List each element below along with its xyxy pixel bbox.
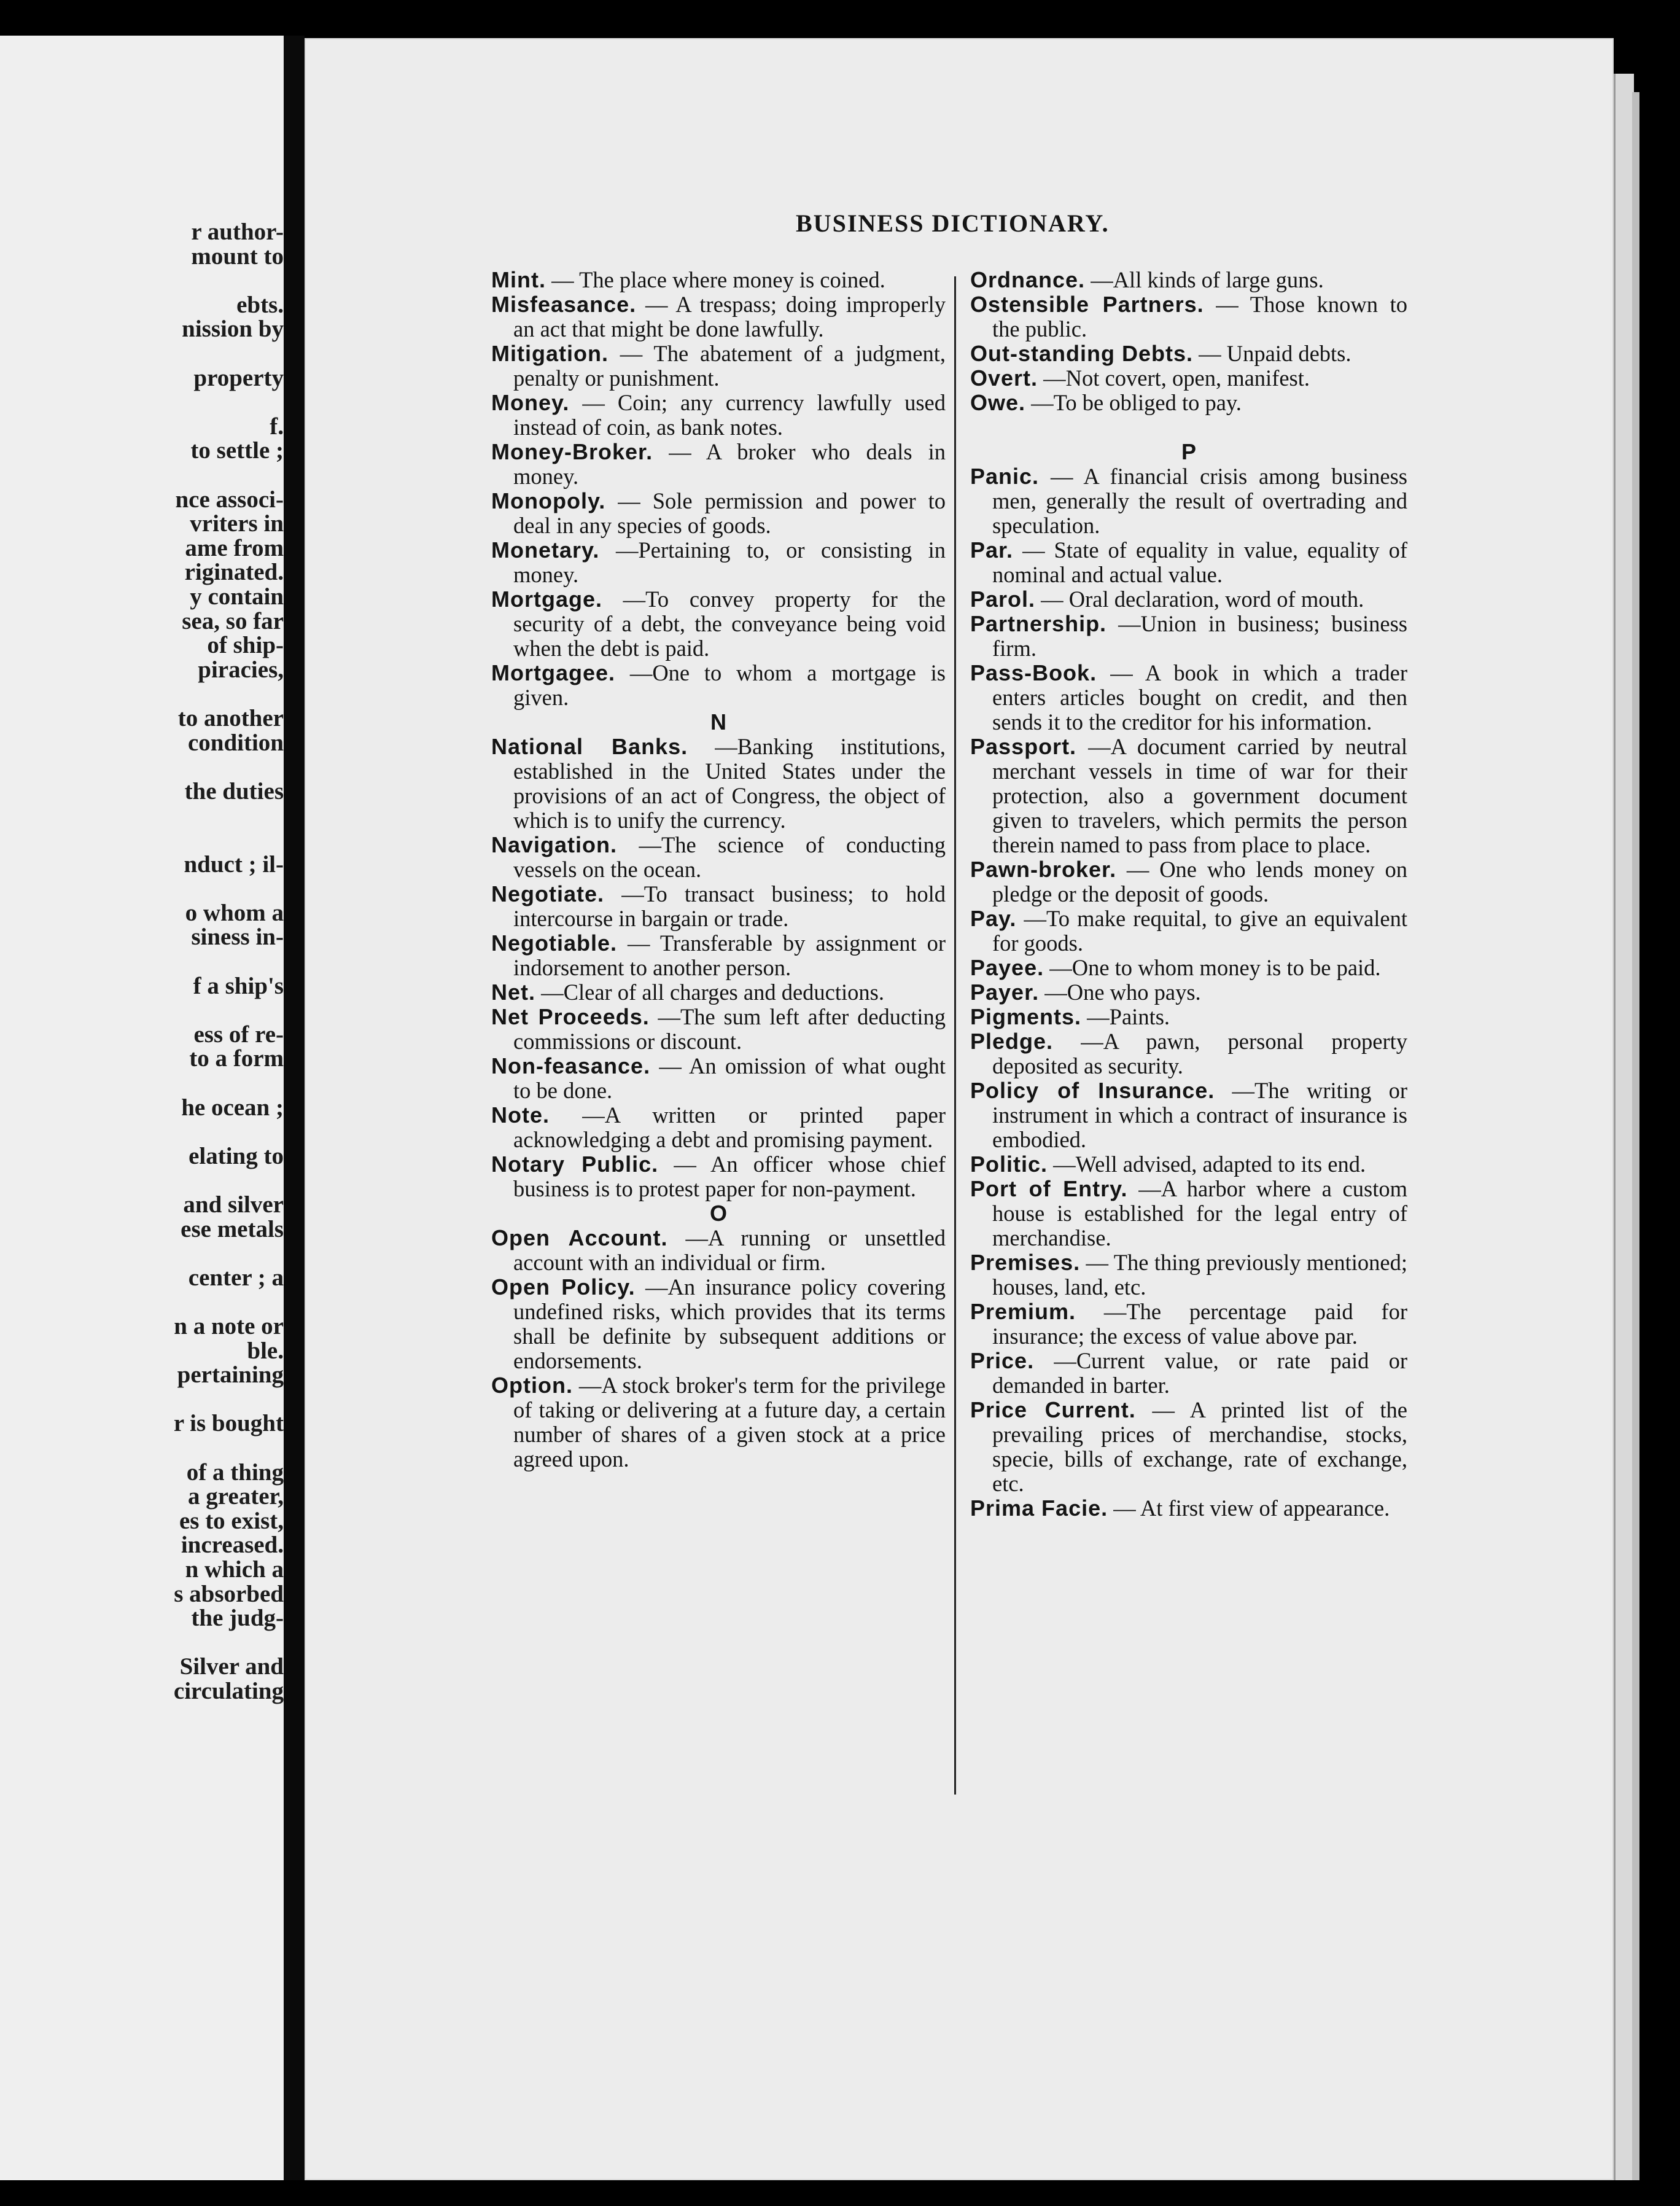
entry-term: Panic. [970,464,1040,489]
dictionary-entry [491,1005,946,1054]
entry-term: Mortgage. [491,587,603,612]
dictionary-entry [970,1398,1407,1496]
dictionary-entry [491,292,946,341]
previous-page-line: f. [270,413,284,440]
dictionary-entry [491,882,946,931]
previous-page-line: of a thing [186,1459,284,1486]
previous-page-line: n which a [185,1556,284,1583]
previous-page-line: the duties [184,778,284,805]
dictionary-entry [491,980,946,1005]
previous-page-fragment [0,36,284,2180]
entry-term: Port of Entry. [970,1176,1128,1201]
entry-term: Par. [970,537,1014,563]
dictionary-entry [491,661,946,710]
page-edge [1614,74,1634,2180]
previous-page-text [0,36,284,2180]
entry-definition: — At first view of appearance. [1113,1495,1390,1521]
entry-term: Pass-Book. [970,660,1097,685]
entry-term: Open Account. [491,1225,668,1250]
entry-term: Mortgagee. [491,660,616,685]
previous-page-line: the judg- [191,1605,284,1632]
previous-page-line: to a form [189,1045,284,1072]
previous-page-line: ebts. [236,291,284,318]
entry-term: Pledge. [970,1029,1054,1054]
entry-definition: — Sole permission and power to deal in any species of goods. [513,488,946,538]
previous-page-line: circulating [173,1678,284,1704]
previous-page-line: o whom a [185,899,284,926]
entry-definition: —An insurance policy covering undefined risks, which provides that its terms shall be definite by subsequent additions or endorsements. [513,1274,946,1373]
previous-page-line: ess of re- [193,1021,284,1048]
dictionary-entry [491,833,946,882]
entry-definition: — State of equality in value, equality of nominal and actual value. [992,537,1408,587]
previous-page-line: r author- [191,219,284,245]
previous-page-line: piracies, [198,656,284,683]
entry-term: Owe. [970,390,1026,415]
entry-term: Monetary. [491,537,600,563]
entry-definition: —One to whom a mortgage is given. [513,660,946,710]
previous-page-line: n a note or [174,1313,284,1339]
entry-term: Misfeasance. [491,292,637,317]
dictionary-entry [970,735,1407,857]
entry-term: Navigation. [491,832,618,857]
left-column [491,268,946,1471]
dictionary-entry [970,464,1407,538]
dictionary-entry [491,440,946,489]
dictionary-entry [970,341,1407,366]
previous-page-line: elating to [189,1142,284,1169]
entry-definition: —One who pays. [1044,980,1201,1005]
previous-page-line: increased. [181,1532,284,1559]
previous-page-line: he ocean ; [181,1094,284,1121]
dictionary-entry [970,1349,1407,1398]
entry-definition: —A stock broker's term for the privilege of taking or delivering at a future day, a certain number of shares of a given stock at a price agreed upon. [513,1373,946,1471]
entry-term: Negotiate. [491,881,605,906]
entry-term: Net. [491,980,536,1005]
entry-definition: —To be obliged to pay. [1031,390,1242,415]
previous-page-line: pertaining [177,1362,284,1389]
entry-definition: — Oral declaration, word of mouth. [1041,587,1364,612]
dictionary-entry [491,341,946,391]
entry-definition: —Not covert, open, manifest. [1043,365,1310,391]
dictionary-entry [491,1373,946,1471]
dictionary-entry [491,1226,946,1275]
entry-term: Pigments. [970,1004,1082,1029]
dictionary-entry [970,661,1407,735]
previous-page-line: y contain [190,583,284,610]
dictionary-entry [491,1152,946,1201]
previous-page-line: siness in- [191,924,284,951]
section-letter: N [710,709,726,735]
previous-page-line: to another [177,705,284,731]
entry-definition: —Banking institutions, established in the United States under the provisions of an act of Congress, the object of which is to unify the currency. [513,734,946,833]
entry-term: Payer. [970,980,1040,1005]
entry-term: Politic. [970,1152,1048,1177]
book-gutter [284,36,305,2180]
dictionary-entry [970,292,1407,341]
dictionary-entry [491,1103,946,1152]
dictionary-entry [970,980,1407,1005]
entry-term: Pawn-broker. [970,857,1117,882]
dictionary-entry [970,1029,1407,1078]
entry-definition: —To transact business; to hold intercourse in bargain or trade. [513,881,946,931]
previous-page-line: a greater, [188,1483,284,1510]
previous-page-line: s absorbed [174,1580,284,1607]
section-letter: P [1181,439,1196,464]
previous-page-line: condition [187,729,284,756]
entry-definition: —A running or unsettled account with an individual or firm. [513,1225,946,1275]
entry-term: Ostensible Partners. [970,292,1204,317]
right-column [970,268,1407,1521]
dictionary-entry [970,857,1407,906]
dictionary-entry [491,931,946,980]
entry-term: Option. [491,1373,573,1398]
entry-definition: —The science of conducting vessels on the ocean. [513,832,946,882]
entry-definition: —Current value, or rate paid or demanded in barter. [992,1348,1407,1398]
entry-definition: — The thing previously mentioned; houses, land, etc. [992,1250,1407,1300]
entry-term: Prima Facie. [970,1495,1108,1521]
dictionary-entry [491,391,946,440]
dictionary-entry [970,587,1407,612]
entry-definition: — The abatement of a judgment, penalty or punishment. [513,341,946,391]
entry-definition: —One to whom money is to be paid. [1049,955,1381,980]
dictionary-entry [970,268,1407,292]
entry-definition: —All kinds of large guns. [1091,267,1324,292]
previous-page-line: and silver [183,1191,284,1218]
entry-definition: — Unpaid debts. [1199,341,1351,366]
entry-term: Notary Public. [491,1152,659,1177]
entry-definition: — An omission of what ought to be done. [513,1053,946,1103]
previous-page-line: ese metals [181,1215,284,1242]
previous-page-line: ble. [247,1337,284,1364]
column-rule [954,276,956,1795]
dictionary-entry [491,587,946,661]
entry-term: Mint. [491,267,546,292]
entry-term: Parol. [970,587,1036,612]
previous-page-line: sea, so far [182,607,284,634]
entry-term: Mitigation. [491,341,609,366]
entry-definition: —A document carried by neutral merchant vessels in time of war for their protection, also a government document given to travelers, which permits the person therein named to pass from place to place. [992,734,1408,857]
dictionary-entry [970,1250,1407,1300]
entry-term: Premises. [970,1250,1081,1275]
entry-definition: —A pawn, personal property deposited as security. [992,1029,1407,1078]
previous-page-line: to settle ; [190,437,284,464]
previous-page-line: f a ship's [193,972,284,999]
dictionary-entry [970,1078,1407,1152]
dictionary-entry [970,391,1407,415]
dictionary-entry [491,1275,946,1373]
entry-term: Money. [491,390,570,415]
previous-page-line: nduct ; il- [184,851,284,878]
dictionary-entry [970,1005,1407,1029]
previous-page-line: center ; a [188,1264,284,1291]
entry-term: Money-Broker. [491,439,653,464]
running-head: BUSINESS DICTIONARY. [796,209,1110,237]
entry-definition: —To make requital, to give an equivalent for goods. [992,906,1407,956]
dictionary-entry [970,612,1407,661]
entry-definition: —The sum left after deducting commissions or discount. [513,1004,946,1054]
entry-term: Monopoly. [491,488,606,513]
entry-term: National Banks. [491,734,688,759]
entry-definition: —To convey property for the security of a debt, the conveyance being void when the debt is paid. [513,587,946,661]
entry-definition: —A harbor where a custom house is established for the legal entry of merchandise. [992,1176,1407,1250]
entry-term: Out-standing Debts. [970,341,1193,366]
entry-definition: — Transferable by assignment or indorsement to another person. [513,930,946,980]
previous-page-line: mount to [191,243,284,270]
entry-definition: —The writing or instrument in which a contract of insurance is embodied. [992,1078,1408,1152]
entry-definition: — An officer whose chief business is to protest paper for non-payment. [513,1152,946,1201]
previous-page-line: r is bought [173,1410,284,1437]
dictionary-entry [970,538,1407,587]
previous-page-line: Silver and [179,1653,284,1680]
entry-term: Note. [491,1102,550,1128]
entry-definition: —A written or printed paper acknowledging a debt and promising payment. [513,1102,946,1152]
entry-term: Negotiable. [491,930,618,956]
entry-definition: — A trespass; doing improperly an act that might be done lawfully. [513,292,946,341]
previous-page-line: of ship- [207,632,284,659]
entry-term: Payee. [970,955,1044,980]
entry-term: Passport. [970,734,1077,759]
entry-term: Price. [970,1348,1035,1373]
dictionary-entry [970,1300,1407,1349]
dictionary-entry [970,1177,1407,1250]
dictionary-entry [491,735,946,833]
previous-page-line: nce associ- [175,486,284,513]
dictionary-entry [491,1054,946,1103]
entry-definition: —Pertaining to, or consisting in money. [513,537,946,587]
dictionary-entry [970,956,1407,980]
entry-term: Pay. [970,906,1017,931]
entry-term: Price Current. [970,1397,1136,1422]
entry-definition: — A book in which a trader enters articles bought on credit, and then sends it to the creditor for his information. [992,660,1407,735]
entry-term: Policy of Insurance. [970,1078,1215,1103]
previous-page-line: property [193,364,284,391]
entry-definition: —Union in business; business firm. [992,611,1407,661]
dictionary-entry [491,268,946,292]
entry-definition: — A financial crisis among business men, generally the result of overtrading and speculation. [992,464,1407,538]
dictionary-entry [970,906,1407,956]
dictionary-entry [970,1152,1407,1177]
entry-definition: — A printed list of the prevailing prices of merchandise, stocks, specie, bills of exchange, rate of exchange, etc. [992,1397,1408,1496]
entry-definition: —Clear of all charges and deductions. [541,980,884,1005]
entry-term: Ordnance. [970,267,1086,292]
entry-term: Partnership. [970,611,1107,636]
dictionary-entry [491,489,946,538]
entry-definition: — A broker who deals in money. [513,439,946,489]
entry-definition: — Those known to the public. [992,292,1408,341]
section-letter: O [709,1201,727,1226]
dictionary-entry [970,1496,1407,1521]
previous-page-line: nission by [182,316,284,343]
previous-page-line: es to exist, [179,1507,284,1534]
entry-definition: — The place where money is coined. [551,267,885,292]
entry-definition: —Paints. [1087,1004,1170,1029]
entry-definition: — One who lends money on pledge or the deposit of goods. [992,857,1407,906]
previous-page-line: vriters in [190,510,284,537]
previous-page-line: riginated. [184,559,284,586]
dictionary-entry [970,366,1407,391]
dictionary-entry [491,538,946,587]
entry-term: Open Policy. [491,1274,636,1300]
page-edge-shadow [1632,92,1639,2180]
entry-definition: —Well advised, adapted to its end. [1053,1152,1366,1177]
entry-definition: —The percentage paid for insurance; the excess of value above par. [992,1299,1407,1349]
section-gap [970,415,1407,440]
entry-term: Net Proceeds. [491,1004,650,1029]
entry-term: Premium. [970,1299,1076,1324]
entry-definition: — Coin; any currency lawfully used instead of coin, as bank notes. [513,390,946,440]
previous-page-line: ame from [185,534,284,561]
entry-term: Non-feasance. [491,1053,651,1078]
entry-term: Overt. [970,365,1038,391]
